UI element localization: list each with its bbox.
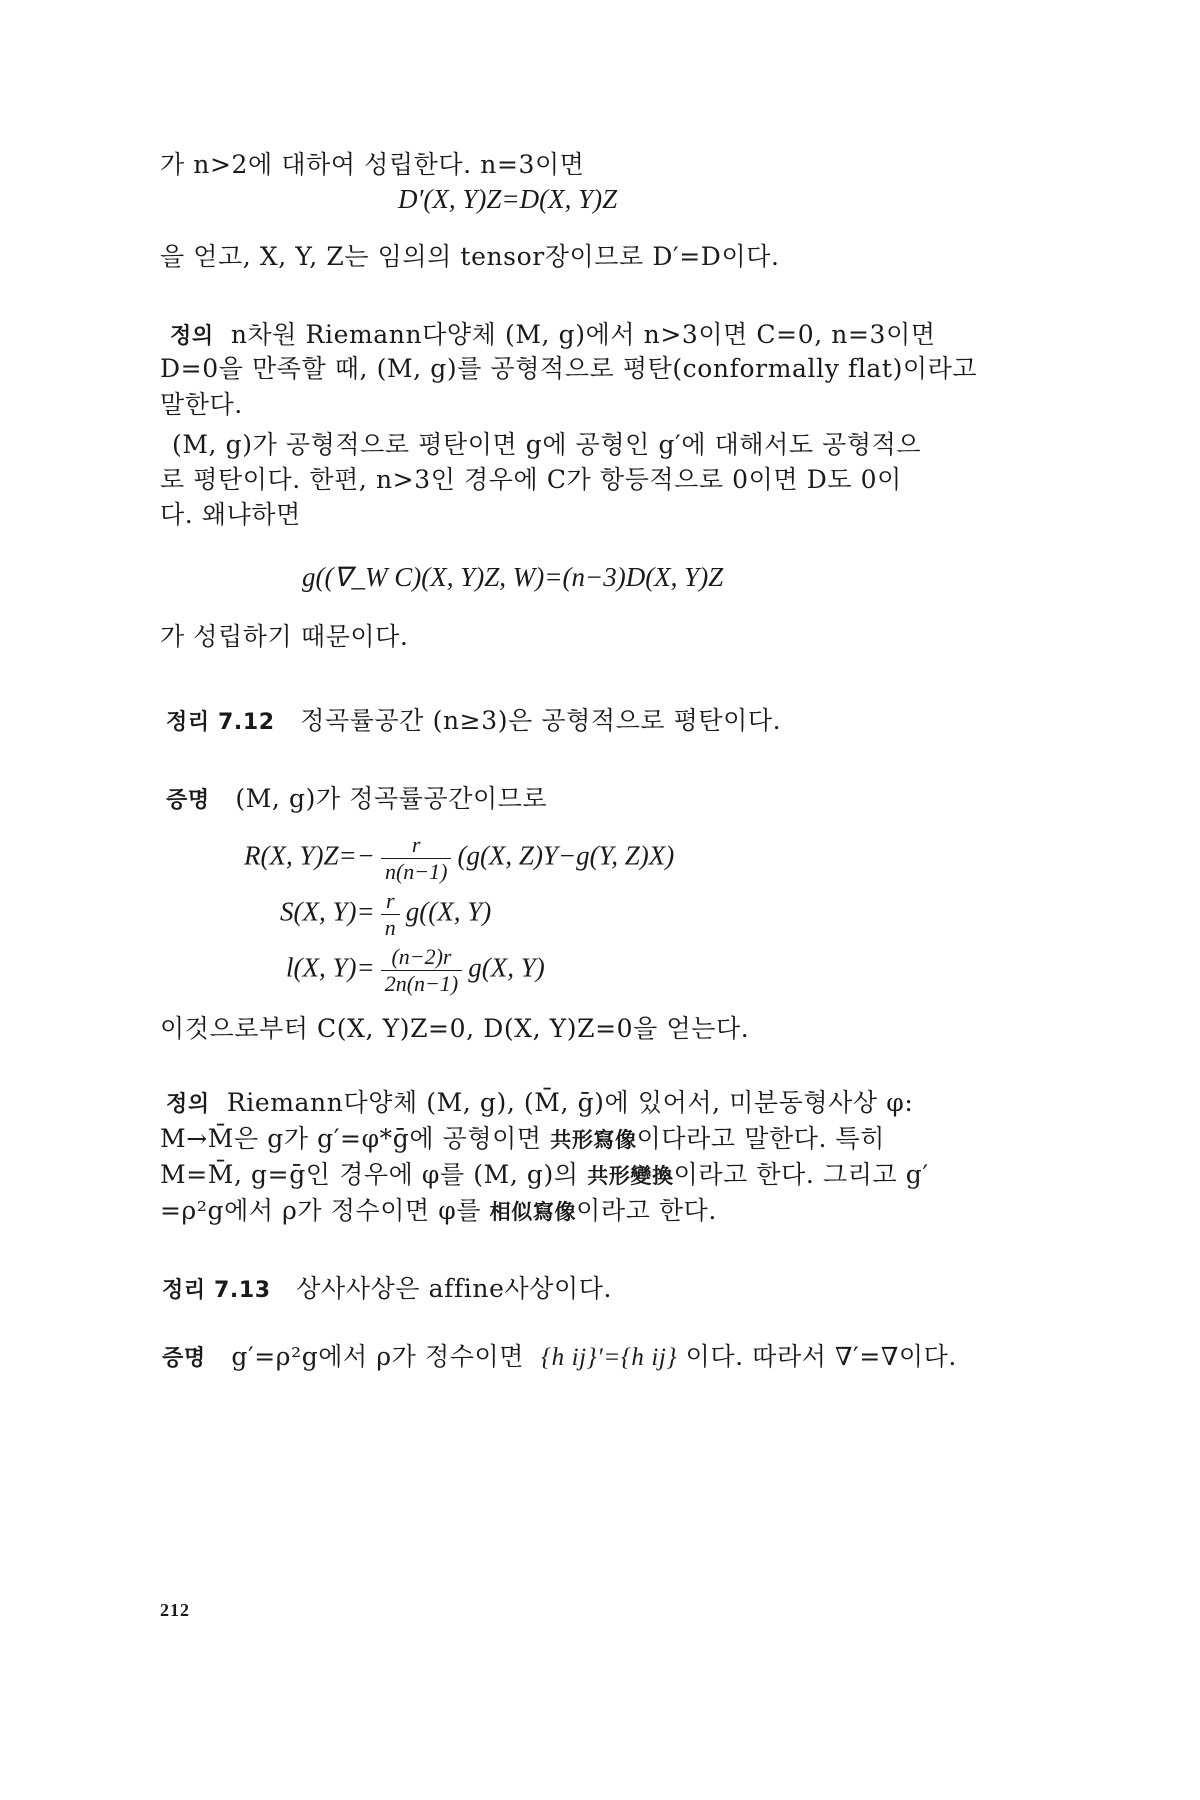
paragraph-line-3: 다. 왜냐하면 [160,500,301,529]
definition-line-2 [160,1122,885,1157]
theorem-label: 정리 7.13 [162,1278,271,1303]
definition-line-3: 말한다. [160,390,243,419]
term-conformal-transformation: 共形變換 [587,1163,674,1188]
numerator: (n−2)r [391,944,452,969]
denominator: n(n−1) [381,858,452,885]
definition-conformal-map [166,1086,913,1122]
term-homothety: 相似寫像 [489,1199,577,1224]
text-line-4: 이것으로부터 C(X, Y)Z=0, D(X, Y)Z=0을 얻는다. [160,1014,750,1043]
text-span: 이라고 한다. 그리고 g′ [673,1160,929,1189]
equation-lhs: R(X, Y)Z=− [244,840,375,871]
equation-rhs: (g(X, Z)Y−g(Y, Z)X) [457,840,675,871]
theorem-7-13 [162,1272,612,1308]
proof-text: (M, g)가 정곡률공간이므로 [235,784,548,813]
equation-lhs: S(X, Y)= [280,896,375,927]
definition-text: n차원 Riemann다양체 (M, g)에서 n>3이면 C=0, n=3이면 [230,320,936,349]
text-span: 이라고 한다. [576,1196,717,1225]
equation-d-prime: D′(X, Y)Z=D(X, Y)Z [398,184,618,214]
denominator: 2n(n−1) [381,970,463,997]
paragraph-line-2: 로 평탄이다. 한편, n>3인 경우에 C가 항등적으로 0이면 D도 0이 [160,465,902,494]
text-line-2: 을 얻고, X, Y, Z는 임의의 tensor장이므로 D′=D이다. [160,242,780,271]
text-span: M→M̄은 g가 g′=φ*ḡ에 공형이면 [160,1124,542,1153]
definition-label: 정의 [166,1092,210,1117]
proof-label: 증명 [166,788,210,813]
definition-line-2: D=0을 만족할 때, (M, g)를 공형적으로 평탄(conformally flat)이라고 [160,354,978,383]
theorem-text: 상사사상은 affine사상이다. [296,1274,613,1303]
proof-label: 증명 [162,1346,206,1371]
definition-text: Riemann다양체 (M, g), (M̄, ḡ)에 있어서, 미분동형사상 φ: [226,1088,914,1117]
fraction [381,888,400,941]
proof-1 [166,782,547,818]
theorem-text: 정곡률공간 (n≥3)은 공형적으로 평탄이다. [300,706,782,735]
fraction [381,944,463,997]
definition-line-3 [160,1158,929,1193]
text-line-1: 가 n>2에 대하여 성립한다. n=3이면 [160,150,585,179]
text-span: g′=ρ²g에서 ρ가 정수이면 [231,1342,524,1371]
equation-rhs: g(X, Y) [468,952,545,983]
proof-2 [162,1340,957,1376]
numerator: r [385,888,395,913]
paragraph-line-1: (M, g)가 공형적으로 평탄이면 g에 공형인 g′에 대해서도 공형적으 [172,430,922,459]
definition-label: 정의 [170,324,214,349]
fraction [381,832,452,885]
equation-nabla-c: g((∇_W C)(X, Y)Z, W)=(n−3)D(X, Y)Z [302,562,724,592]
term-conformal-map: 共形寫像 [550,1127,637,1152]
definition-line-4 [160,1194,717,1229]
text-span: M=M̄, g=ḡ인 경우에 φ를 (M, g)의 [160,1160,579,1189]
text-span: 이다라고 말한다. 특히 [636,1124,886,1153]
text-span: 이다. 따라서 ∇′=∇이다. [685,1342,957,1371]
equation-ricci-s [280,888,491,941]
definition-conformally-flat [170,318,936,354]
equation-l [286,944,545,997]
equation-lhs: l(X, Y)= [286,952,375,983]
theorem-7-12 [166,704,781,740]
numerator: r [411,832,421,857]
equation-rhs: g((X, Y) [405,896,492,927]
equation-curvature-r [244,832,674,885]
christoffel-symbols: {h ij}′={h ij} [541,1344,678,1371]
text-span: =ρ²g에서 ρ가 정수이면 φ를 [160,1196,482,1225]
denominator: n [381,914,400,941]
page-number: 212 [160,1600,190,1620]
text-line-3: 가 성립하기 때문이다. [160,622,409,651]
theorem-label: 정리 7.12 [166,710,275,735]
